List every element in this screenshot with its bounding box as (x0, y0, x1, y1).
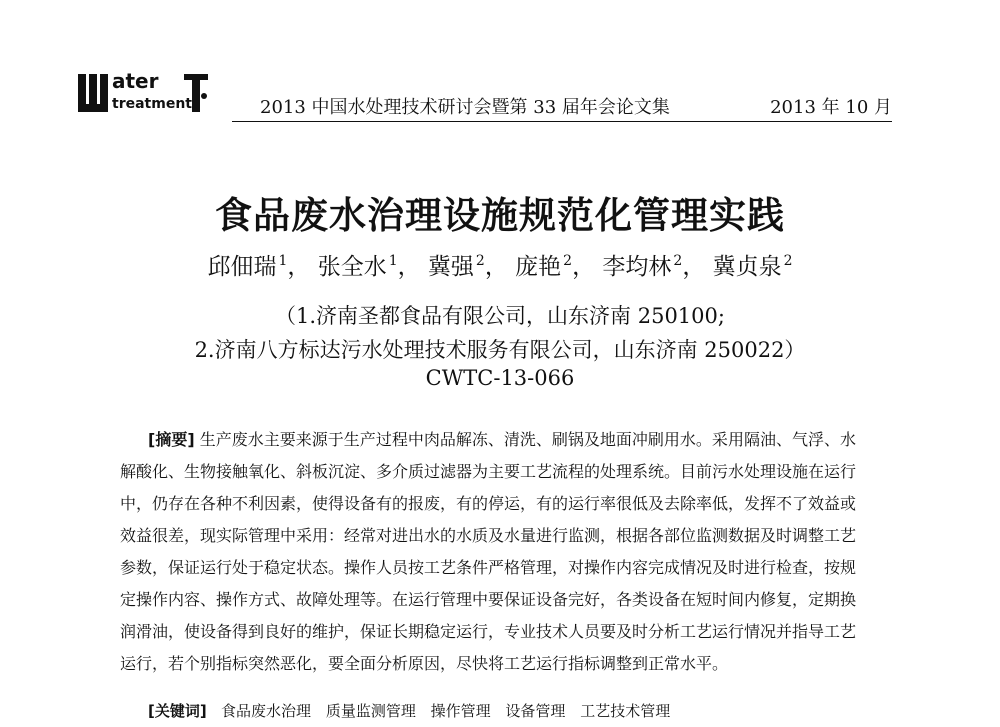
author: 冀贞泉 $^2$ (712, 253, 793, 280)
publication-date: 2013 年 10 月 (770, 97, 892, 118)
paper-code: CWTC-13-066 (425, 366, 575, 390)
abstract (120, 424, 856, 680)
author: 李均林 $^2$ (602, 253, 683, 280)
keywords-label: [关键词] (148, 702, 207, 720)
abstract-label: [摘要] (148, 430, 195, 449)
author-list: 邱佃瑞 $^1$， 张全水 $^1$， 冀强 $^2$， 庞艳 $^2$， 李均林 $^2$， 冀贞泉 $^2$ (207, 253, 793, 280)
keyword: 质量监测管理 (325, 702, 416, 720)
journal-logo (78, 70, 213, 116)
conference-name: 2013 中国水处理技术研讨会暨第 33 届年会论文集 (260, 97, 670, 118)
author: 庞艳 $^2$ (515, 253, 573, 280)
paper-title: 食品废水治理设施规范化管理实践 (215, 194, 785, 237)
keyword: 食品废水治理 (221, 702, 312, 720)
keyword: 操作管理 (430, 702, 491, 720)
keyword: 设备管理 (505, 702, 566, 720)
svg-text:ater: ater (112, 70, 159, 93)
keywords (148, 700, 680, 721)
affiliation-line-1: （1.济南圣都食品有限公司，山东济南 250100; (275, 304, 725, 328)
keyword: 工艺技术管理 (580, 702, 671, 720)
author: 邱佃瑞 $^1$ (207, 253, 288, 280)
affiliation-line-2: 2.济南八方标达污水处理技术服务有限公司，山东济南 250022） (194, 338, 806, 362)
abstract-text: 生产废水主要来源于生产过程中肉品解冻、清洗、刷锅及地面冲刷用水。采用隔油、气浮、水解酸化、生物接触氧化、斜板沉淀、多介质过滤器为主要工艺流程的处理系统。目前污水处理设施在运行中，仍存在各种不利因素，使得设备有的报废，有的停运，有的运行率很低及去除率低，发挥不了效益或效益很差，现实际管理中采用：经常对进出水的水质及水量进行监测，根据各部位监测数据及时调整工艺参数，保证运行处于稳定状态。操作人员按工艺条件严格管理，对操作内容完成情况及时进行检查，按规定操作内容、操作方式、故障处理等。在运行管理中要保证设备完好，各类设备在短时间内修复，定期换润滑油，使设备得到良好的维护，保证长期稳定运行，专业技术人员要及时分析工艺运行情况并指导工艺运行，若个别指标突然恶化，要全面分析原因，尽快将工艺运行指标调整到正常水平。 (120, 430, 857, 673)
author: 冀强 $^2$ (427, 253, 485, 280)
running-header (232, 93, 892, 122)
svg-text:treatment: treatment (112, 96, 192, 112)
author: 张全水 $^1$ (317, 253, 398, 280)
